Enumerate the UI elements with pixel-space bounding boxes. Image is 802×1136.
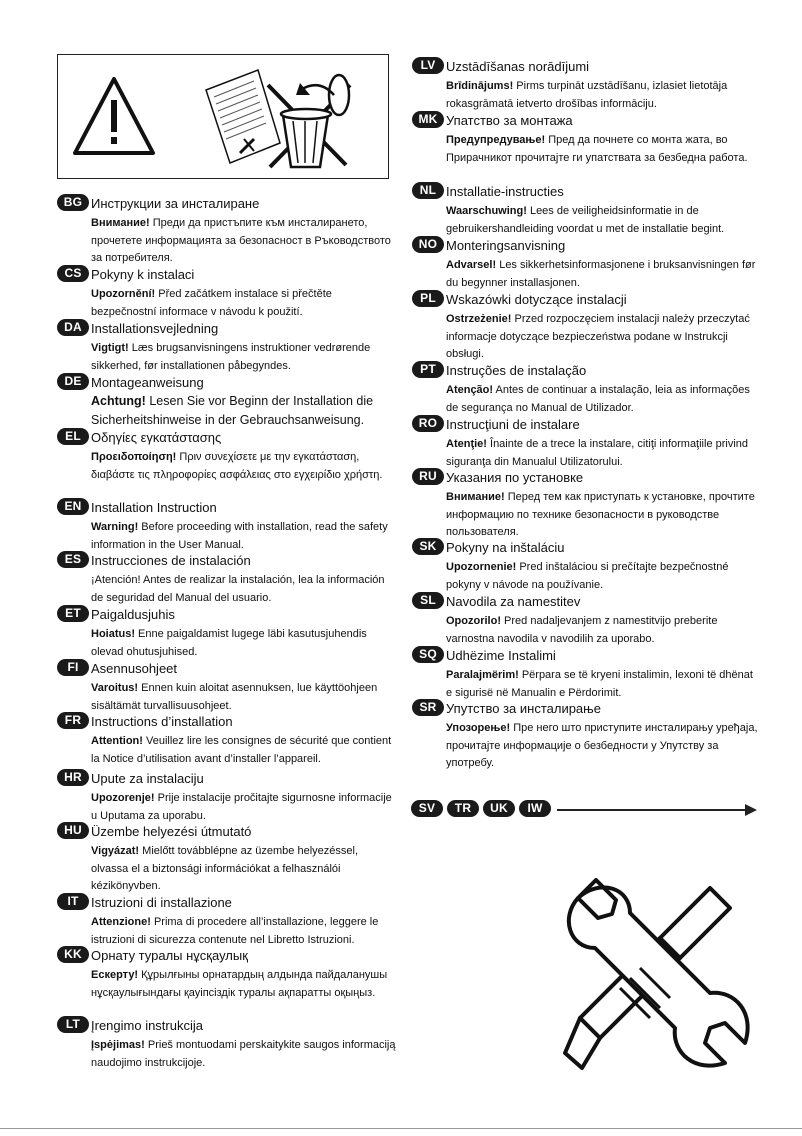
entry-text: ¡Atención! Antes de realizar la instalación, lea la información de seguridad del Manual del usuario.: [91, 574, 385, 604]
language-badge: IT: [57, 893, 89, 910]
entry-body: [446, 613, 762, 648]
entry-title: Инструкции за инсталиране: [91, 196, 260, 211]
language-badge: LT: [57, 1016, 89, 1033]
entry-title: Asennusohjeet: [91, 661, 178, 676]
entry-warning: Attenzione!: [91, 916, 151, 928]
entry-warning: Ескерту!: [91, 969, 139, 981]
language-badge: SK: [412, 538, 444, 555]
entry-text: Veuillez lire les consignes de sécurité que contient la Notice d’utilisation avant d’installer l’appareil.: [91, 735, 392, 765]
arrow-line: [557, 809, 747, 811]
language-badge: DE: [57, 373, 89, 390]
entry-body: [91, 449, 397, 484]
language-badge: PT: [412, 361, 444, 378]
wrench-screwdriver-icon: [560, 878, 760, 1078]
entry-title: Paigaldusjuhis: [91, 607, 175, 622]
language-badge-tr: TR: [447, 800, 479, 817]
entry-text: Преди да пристъпите към инсталирането, прочетете информацията за безопасност в Ръководството за потребителя.: [91, 217, 391, 264]
entry-title: Montageanweisung: [91, 375, 204, 390]
entry-body: [446, 78, 762, 113]
entry-warning: Attention!: [91, 735, 143, 747]
language-badge: FI: [57, 659, 89, 676]
entry-warning: Brīdinājums!: [446, 80, 514, 92]
entry-body: [91, 967, 397, 1002]
entry-text: Pirms turpināt uzstādīšanu, izlasiet lietotāja rokasgrāmatā ietverto drošības informāciju.: [446, 80, 728, 110]
entry-warning: Upozornění!: [91, 288, 156, 300]
entry-warning: Vigyázat!: [91, 845, 140, 857]
entry-warning: Внимание!: [91, 217, 150, 229]
entry-body: [446, 382, 762, 417]
language-badge-uk: UK: [483, 800, 515, 817]
entry-body: [91, 215, 397, 268]
entry-title: Installatie-instructies: [446, 184, 564, 199]
entry-body: [91, 843, 397, 896]
entry-title: Įrengimo instrukcija: [91, 1018, 203, 1033]
entry-body: [91, 286, 397, 321]
arrow-right-icon: [745, 804, 757, 816]
language-badge: SL: [412, 592, 444, 609]
entry-title: Wskazówki dotyczące instalacji: [446, 292, 627, 307]
entry-text: Mielőtt továbblépne az üzembe helyezéssel, olvassa el a biztonsági információkat a felhasználói kézikönyvben.: [91, 845, 358, 892]
entry-warning: Warning!: [91, 521, 139, 533]
entry-warning: Advarsel!: [446, 259, 497, 271]
entry-text: Antes de continuar a instalação, leia as informações de segurança no Manual de Utilizador.: [446, 384, 750, 414]
entry-title: Üzembe helyezési útmutató: [91, 824, 252, 839]
entry-text: Prima di procedere all’installazione, leggere le istruzioni di sicurezza contenute nel Libretto Istruzioni.: [91, 916, 379, 946]
entry-text: Lesen Sie vor Beginn der Installation die Sicherheitshinweise in der Gebrauchsanweisung.: [91, 394, 374, 427]
entry-body: [446, 203, 762, 238]
entry-warning: Varoitus!: [91, 682, 139, 694]
entry-body: [91, 626, 397, 661]
entry-text: Înainte de a trece la instalare, citiţi informaţiile privind siguranţa din Manualul Utilizatorului.: [446, 438, 749, 468]
language-badge-sv: SV: [411, 800, 443, 817]
language-badge: EN: [57, 498, 89, 515]
language-badge: RO: [412, 415, 444, 432]
entry-body: [91, 392, 397, 430]
language-badge: SQ: [412, 646, 444, 663]
entry-warning: Προειδοποίηση!: [91, 451, 177, 463]
entry-warning: Hoiatus!: [91, 628, 135, 640]
language-badge: RU: [412, 468, 444, 485]
entry-body: [446, 559, 762, 594]
entry-warning: Ostrzeżenie!: [446, 313, 512, 325]
language-badge: DA: [57, 319, 89, 336]
entry-title: Navodila za namestitev: [446, 594, 581, 609]
entry-text: Enne paigaldamist lugege läbi kasutusjuhendis olevad ohutusjuhised.: [91, 628, 367, 658]
language-badge: NL: [412, 182, 444, 199]
entry-title: Udhëzime Instalimi: [446, 648, 556, 663]
entry-warning: Upozornenie!: [446, 561, 517, 573]
entry-text: Ennen kuin aloitat asennuksen, lue käyttöohjeen sisältämät turvallisuusohjeet.: [91, 682, 378, 712]
language-badge-iw: IW: [519, 800, 551, 817]
entry-text: Пре него што приступите инсталирању уређаја, прочитајте информације о безбедности у Упутству за употребу.: [446, 722, 758, 769]
entry-text: Përpara se të kryeni instalimin, lexoni të dhënat e sigurisë në Manualin e Përdorimit.: [446, 669, 753, 699]
entry-warning: Opozorilo!: [446, 615, 501, 627]
entry-title: Упатство за монтажа: [446, 113, 573, 128]
entry-title: Упутство за инсталирање: [446, 701, 601, 716]
page-bottom-rule: [0, 1128, 802, 1129]
entry-warning: Paralajmërim!: [446, 669, 519, 681]
entry-title: Instrucciones de instalación: [91, 553, 251, 568]
language-badge: BG: [57, 194, 89, 211]
entry-title: Οδηγίες εγκατάστασης: [91, 430, 222, 445]
entry-warning: Упозорење!: [446, 722, 511, 734]
entry-body: [446, 311, 762, 364]
language-badge: HU: [57, 822, 89, 839]
warning-triangle-icon: [75, 79, 153, 153]
entry-warning: Внимание!: [446, 491, 505, 503]
language-badge: KK: [57, 946, 89, 963]
entry-title: Instructions d’installation: [91, 714, 233, 729]
entry-text: Przed rozpoczęciem instalacji należy przeczytać informacje dotyczące bezpieczeństwa podane w Instrukcji obsługi.: [446, 313, 750, 360]
entry-text: Les sikkerhetsinformasjonene i bruksanvisningen før du begynner installasjonen.: [446, 259, 756, 289]
entry-text: Құрылғыны орнатардың алдында пайдаланушы нұсқаулығындағы қауіпсіздік туралы ақпаратты оқыңыз.: [91, 969, 388, 999]
other-languages-row: [411, 800, 761, 820]
entry-title: Instrucţiuni de instalare: [446, 417, 580, 432]
entry-text: Před začátkem instalace si přečtěte bezpečnostní informace v návodu k použití.: [91, 288, 332, 318]
entry-text: Prieš montuodami perskaitykite saugos informaciją naudojimo instrukcijoje.: [91, 1039, 396, 1069]
language-badge: ET: [57, 605, 89, 622]
warning-illustration: [58, 55, 390, 180]
entry-text: Πριν συνεχίσετε με την εγκατάσταση, διαβάστε τις πληροφορίες ασφάλειας στο εγχειρίδιο χρήστη.: [91, 451, 383, 481]
language-badge: FR: [57, 712, 89, 729]
entry-title: Instruções de instalação: [446, 363, 587, 378]
entry-text: Pred nadaljevanjem z namestitvijo preberite varnostna navodila v navodilih za uporabo.: [446, 615, 718, 645]
entry-body: [91, 1037, 397, 1072]
entry-title: Pokyny na inštaláciu: [446, 540, 565, 555]
entry-warning: Waarschuwing!: [446, 205, 527, 217]
entry-title: Uzstādīšanas norādījumi: [446, 59, 590, 74]
entry-text: Læs brugsanvisningens instruktioner vedrørende sikkerhed, før installationen påbegyndes.: [91, 342, 371, 372]
language-badge: MK: [412, 111, 444, 128]
language-badge: PL: [412, 290, 444, 307]
entry-warning: Vigtigt!: [91, 342, 129, 354]
entry-body: [91, 790, 397, 825]
entry-body: [91, 733, 397, 768]
entry-body: [91, 680, 397, 715]
entry-body: [91, 519, 397, 554]
language-badge: EL: [57, 428, 89, 445]
entry-title: Installation Instruction: [91, 500, 217, 515]
entry-body: [446, 132, 762, 167]
entry-warning: Achtung!: [91, 394, 146, 408]
entry-body: [446, 667, 762, 702]
entry-warning: Upozorenje!: [91, 792, 155, 804]
entry-body: [91, 572, 397, 607]
entry-title: Monteringsanvisning: [446, 238, 566, 253]
warning-illustration-box: [57, 54, 389, 179]
entry-title: Istruzioni di installazione: [91, 895, 232, 910]
language-badge: LV: [412, 57, 444, 74]
entry-text: Перед тем как приступать к установке, прочтите информацию по технике безопасности в руководстве пользователя.: [446, 491, 755, 538]
entry-warning: Atenção!: [446, 384, 494, 396]
entry-text: Before proceeding with installation, read the safety information in the User Manual.: [91, 521, 388, 551]
entry-body: [446, 436, 762, 471]
entry-body: [91, 914, 397, 949]
entry-body: [446, 257, 762, 292]
entry-title: Pokyny k instalaci: [91, 267, 195, 282]
entry-body: [91, 340, 397, 375]
entry-title: Указания по установке: [446, 470, 584, 485]
language-badge: HR: [57, 769, 89, 786]
entry-body: [446, 489, 762, 542]
entry-title: Upute za instalaciju: [91, 771, 204, 786]
entry-text: Пред да почнете со монта жата, во Прирачникот прочитајте ги упатствата за безбедна работа.: [446, 134, 748, 164]
entry-title: Орнату туралы нұсқаулық: [91, 948, 248, 963]
entry-body: [446, 720, 762, 773]
entry-text: Prije instalacije pročitajte sigurnosne informacije u Uputama za uporabu.: [91, 792, 392, 822]
entry-text: Lees de veiligheidsinformatie in de gebruikershandleiding voordat u met de installatie begint.: [446, 205, 725, 235]
language-badge: CS: [57, 265, 89, 282]
language-badge: SR: [412, 699, 444, 716]
entry-title: Installationsvejledning: [91, 321, 219, 336]
entry-text: Pred inštaláciou si prečítajte bezpečnostné pokyny v návode na používanie.: [446, 561, 729, 591]
entry-warning: Įspėjimas!: [91, 1039, 145, 1051]
language-badge: ES: [57, 551, 89, 568]
entry-warning: Предупредување!: [446, 134, 546, 146]
manual-in-bin-icon: [206, 70, 350, 167]
language-badge: NO: [412, 236, 444, 253]
entry-warning: Atenţie!: [446, 438, 487, 450]
